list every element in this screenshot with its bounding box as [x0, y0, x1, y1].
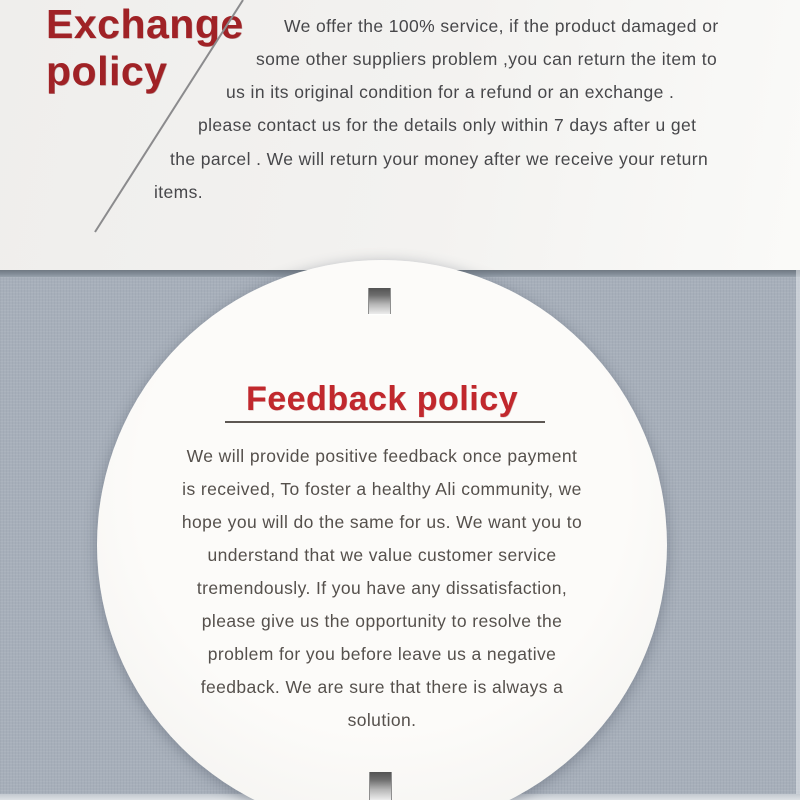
feedback-policy-text-line: please give us the opportunity to resolve the	[201, 611, 563, 631]
feedback-policy-text-line: solution.	[347, 710, 417, 730]
feedback-policy-text-line: tremendously. If you have any dissatisfaction,	[196, 578, 568, 598]
feedback-policy-text-line: hope you will do the same for us. We want you to	[181, 512, 583, 532]
feedback-policy-text	[97, 440, 667, 737]
feedback-policy-text-line: We will provide positive feedback once payment	[186, 446, 578, 466]
feedback-title-underline	[225, 421, 545, 423]
exchange-policy-text-line: please contact us for the details only within 7 days after u get	[198, 115, 697, 135]
feedback-policy-text-line: understand that we value customer service	[207, 545, 557, 565]
feedback-policy-text-line: is received, To foster a healthy Ali community, we	[182, 479, 582, 499]
feedback-policy-text-line: problem for you before leave us a negative	[207, 644, 557, 664]
feedback-policy-title: Feedback policy	[245, 380, 519, 418]
exchange-policy-text-line: items.	[154, 182, 204, 202]
exchange-policy-text-line: We offer the 100% service, if the product damaged or	[284, 16, 719, 36]
feedback-policy-text-line: feedback. We are sure that there is always a	[200, 677, 564, 697]
exchange-policy-section	[0, 0, 800, 270]
exchange-policy-title-line1: Exchange	[46, 1, 244, 47]
top-notch-hole-icon	[368, 288, 391, 314]
right-edge-highlight	[796, 270, 800, 800]
exchange-policy-text-line: some other suppliers problem ,you can return the item to	[256, 49, 718, 69]
exchange-policy-text-line: us in its original condition for a refund or an exchange .	[226, 82, 675, 102]
exchange-policy-title-line2: policy	[46, 48, 168, 94]
bottom-notch-hole-icon	[369, 772, 392, 800]
exchange-policy-text-line: the parcel . We will return your money after we receive your return	[170, 149, 709, 169]
